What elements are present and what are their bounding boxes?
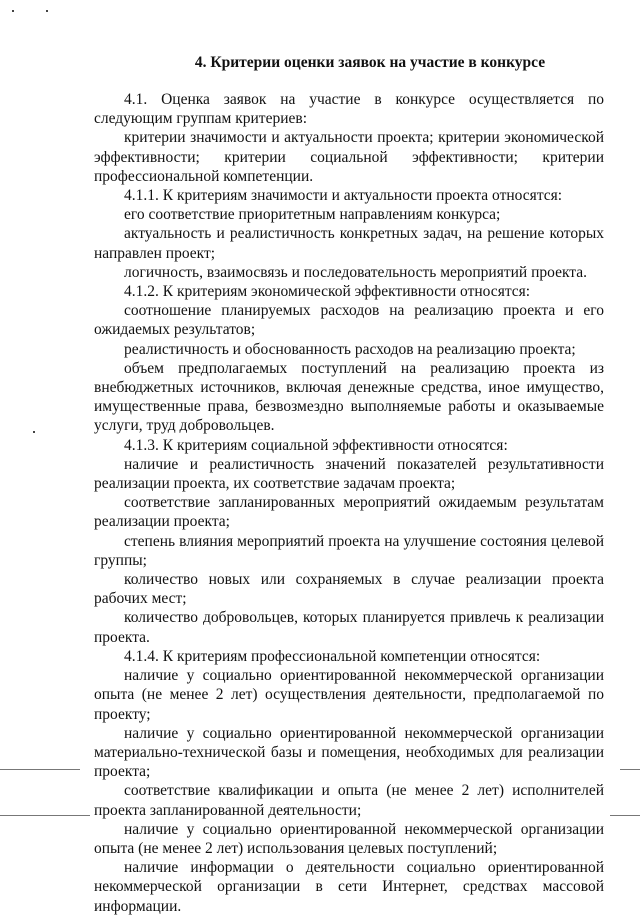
paragraph: 4.1. Оценка заявок на участие в конкурсе осуществляется по следующим группам критериев: — [94, 91, 604, 128]
document-body — [94, 90, 604, 916]
paragraph: 4.1.2. К критериям экономической эффективности относятся: — [124, 283, 531, 301]
paragraph: критерии значимости и актуальности проекта; критерии экономической эффективности; критерии социальной эффективности; критерии профессиональной компетенции. — [94, 129, 604, 185]
paragraph: его соответствие приоритетным направлениям конкурса; — [124, 206, 501, 224]
scan-dot — [12, 10, 14, 12]
scan-dot — [33, 431, 35, 433]
paragraph: наличие у социально ориентированной некоммерческой организации опыта (не менее 2 лет) использования целевых поступлений; — [94, 820, 604, 857]
paragraph: количество добровольцев, которых планируется привлечь к реализации проекта. — [94, 609, 604, 646]
paragraph: наличие информации о деятельности социально ориентированной некоммерческой организации в сети Интернет, средствах массовой информации. — [94, 859, 604, 915]
scan-line — [0, 815, 90, 816]
paragraph: соответствие квалификации и опыта (не менее 2 лет) исполнителей проекта запланированной деятельности; — [94, 782, 604, 819]
scan-line — [610, 815, 640, 816]
paragraph: объем предполагаемых поступлений на реализацию проекта из внебюджетных источников, включая денежные средства, иное имущество, имущественные права, безвозмездно выполняемые работы и оказываемые услуги, труд добровольцев. — [94, 359, 604, 435]
paragraph: актуальность и реалистичность конкретных задач, на решение которых направлен проект; — [94, 225, 604, 262]
paragraph: реалистичность и обоснованность расходов на реализацию проекта; — [124, 340, 576, 358]
paragraph: 4.1.4. К критериям профессиональной компетенции относятся: — [124, 647, 541, 665]
paragraph: соответствие запланированных мероприятий ожидаемым результатам реализации проекта; — [94, 494, 604, 531]
paragraph: логичность, взаимосвязь и последовательность мероприятий проекта. — [124, 263, 587, 281]
paragraph: 4.1.1. К критериям значимости и актуальности проекта относятся: — [124, 187, 563, 205]
paragraph: соотношение планируемых расходов на реализацию проекта и его ожидаемых результатов; — [94, 302, 604, 339]
section-heading: 4. Критерии оценки заявок на участие в конкурсе — [194, 54, 546, 71]
paragraph: количество новых или сохраняемых в случае реализации проекта рабочих мест; — [94, 571, 604, 608]
paragraph: наличие у социально ориентированной некоммерческой организации материально-технической базы и помещения, необходимых для реализации проекта; — [94, 724, 604, 781]
scan-line — [620, 769, 640, 770]
paragraph: степень влияния мероприятий проекта на улучшение состояния целевой группы; — [94, 532, 604, 569]
scan-line — [0, 769, 80, 770]
paragraph: наличие у социально ориентированной некоммерческой организации опыта (не менее 2 лет) осуществления деятельности, предполагаемой по проекту; — [94, 667, 604, 723]
paragraph: 4.1.3. К критериям социальной эффективности относятся: — [124, 436, 508, 454]
paragraph: наличие и реалистичность значений показателей результативности реализации проекта, их соответствие задачам проекта; — [94, 455, 604, 493]
scan-dot — [46, 10, 48, 12]
